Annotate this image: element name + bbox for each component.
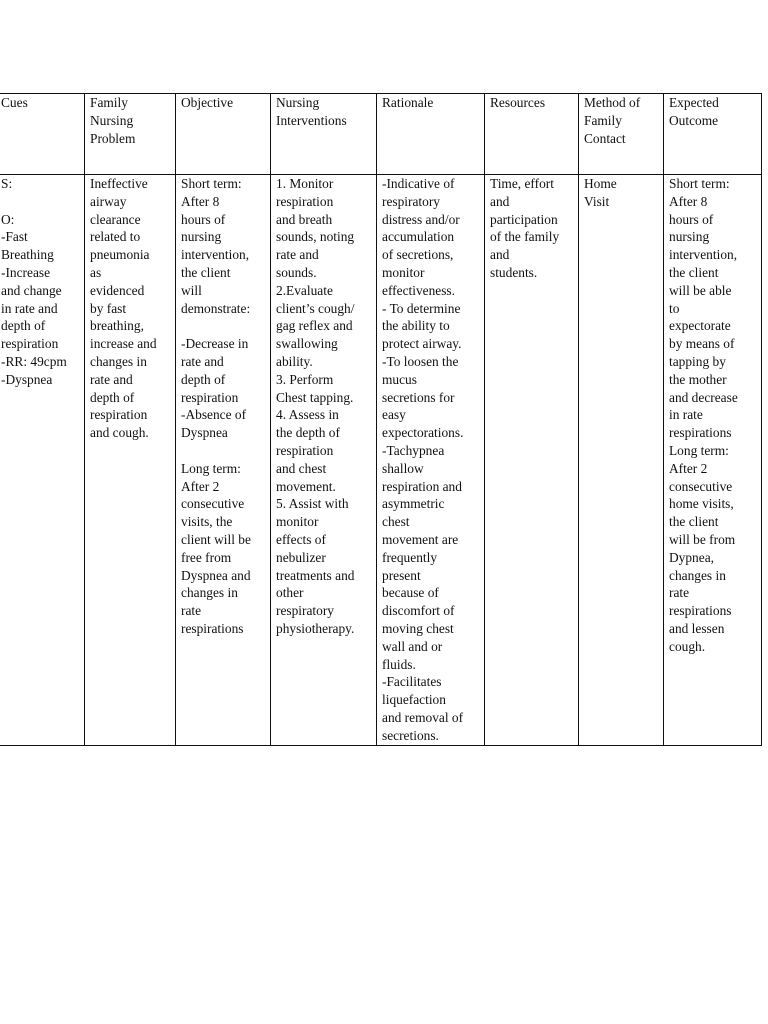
cell-method-of-family-contact: Home Visit — [579, 175, 664, 746]
cell-rationale: -Indicative of respiratory distress and/or accumulation of secretions, monitor effectiveness. - To determine the ability to protect airway. -To loosen the mucus secretions for easy expectorations. -Tachypnea shallow respiration and asymmetric chest movement are frequently present because of discomfort of moving chest wall and or fluids. -Facilitates liquefaction and removal of secretions. — [377, 175, 485, 746]
cell-family-nursing-problem: Ineffective airway clearance related to pneumonia as evidenced by fast breathing, increase and changes in rate and depth of respiration and cough. — [85, 175, 176, 746]
header-expected-outcome: Expected Outcome — [664, 94, 762, 175]
header-family-nursing-problem: Family Nursing Problem — [85, 94, 176, 175]
header-objective: Objective — [176, 94, 271, 175]
header-resources: Resources — [485, 94, 579, 175]
cell-resources: Time, effort and participation of the family and students. — [485, 175, 579, 746]
header-rationale: Rationale — [377, 94, 485, 175]
nursing-care-plan-table — [0, 93, 762, 746]
cell-nursing-interventions: 1. Monitor respiration and breath sounds, noting rate and sounds. 2.Evaluate client’s cough/ gag reflex and swallowing ability. 3. Perform Chest tapping. 4. Assess in the depth of respiration and chest movement. 5. Assist with monitor effects of nebulizer treatments and other respiratory physiotherapy. — [271, 175, 377, 746]
cell-objective: Short term: After 8 hours of nursing intervention, the client will demonstrate: -Decrease in rate and depth of respiration -Absence of Dyspnea Long term: After 2 consecutive visits, the client will be free from Dyspnea and changes in rate respirations — [176, 175, 271, 746]
header-cues: Cues — [0, 94, 85, 175]
header-method-of-family-contact: Method of Family Contact — [579, 94, 664, 175]
table-header-row — [0, 94, 762, 175]
cell-cues: S: O: -Fast Breathing -Increase and change in rate and depth of respiration -RR: 49cpm -Dyspnea — [0, 175, 85, 746]
header-nursing-interventions: Nursing Interventions — [271, 94, 377, 175]
table-row — [0, 175, 762, 746]
cell-expected-outcome: Short term: After 8 hours of nursing intervention, the client will be able to expectorate by means of tapping by the mother and decrease in rate respirations Long term: After 2 consecutive home visits, the client will be from Dypnea, changes in rate respirations and lessen cough. — [664, 175, 762, 746]
